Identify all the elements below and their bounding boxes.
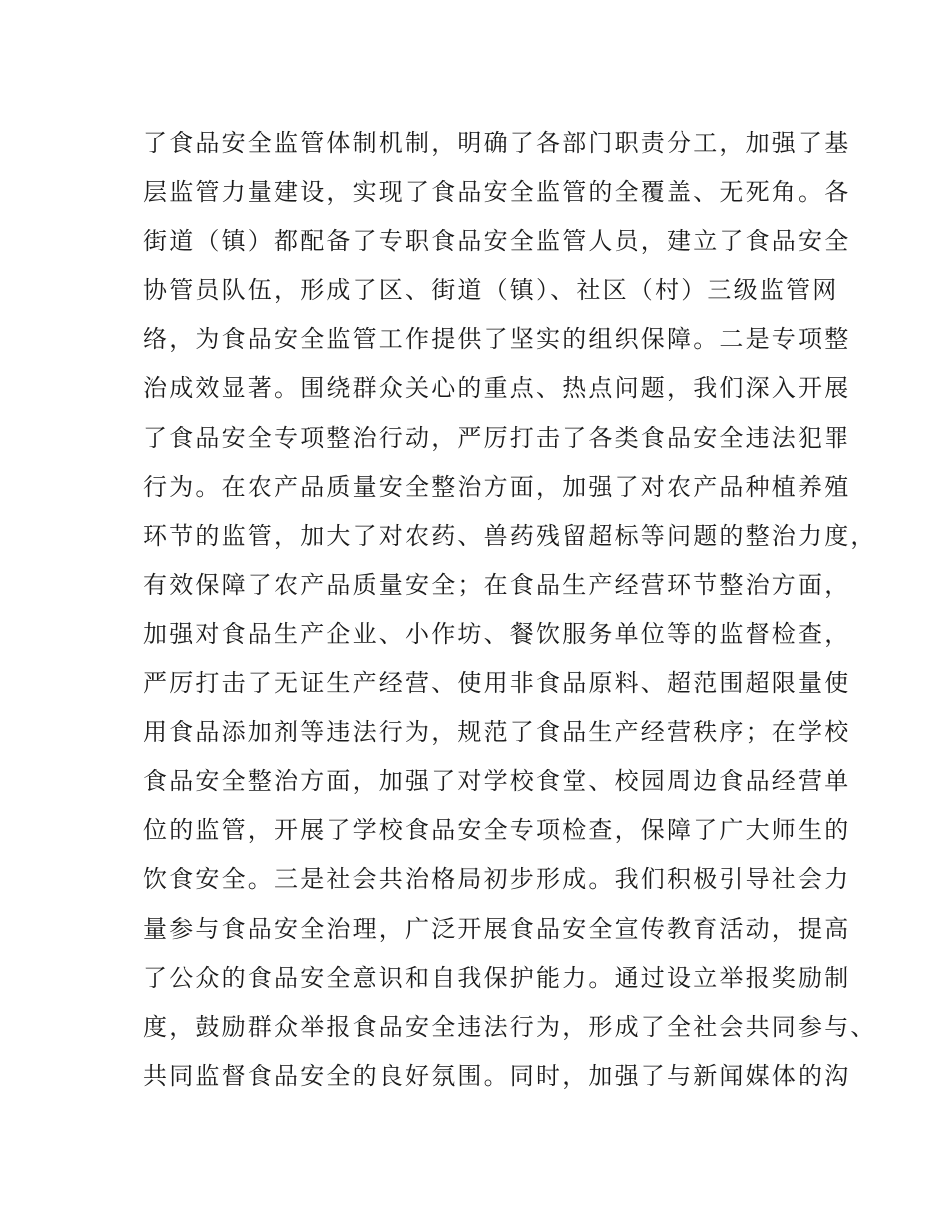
text-line: 环节的监管，加大了对农药、兽药残留超标等问题的整治力度，	[143, 521, 877, 550]
body-text	[143, 119, 877, 1101]
text-line: 了食品安全专项整治行动，严厉打击了各类食品安全违法犯罪	[143, 423, 851, 452]
text-line: 街道（镇）都配备了专职食品安全监管人员，建立了食品安全	[143, 227, 851, 256]
text-line: 了公众的食品安全意识和自我保护能力。通过设立举报奖励制	[143, 963, 851, 992]
text-line: 行为。在农产品质量安全整治方面，加强了对农产品种植养殖	[143, 472, 851, 501]
text-line: 了食品安全监管体制机制，明确了各部门职责分工，加强了基	[143, 129, 851, 157]
text-line: 层监管力量建设，实现了食品安全监管的全覆盖、无死角。各	[143, 178, 851, 207]
text-line: 协管员队伍，形成了区、街道（镇）、社区（村）三级监管网	[143, 276, 839, 305]
text-line: 有效保障了农产品质量安全；在食品生产经营环节整治方面，	[143, 570, 851, 599]
text-line: 饮食安全。三是社会共治格局初步形成。我们积极引导社会力	[143, 865, 851, 894]
text-line: 位的监管，开展了学校食品安全专项检查，保障了广大师生的	[143, 816, 851, 845]
text-line: 加强对食品生产企业、小作坊、餐饮服务单位等的监督检查，	[143, 619, 851, 648]
text-line: 食品安全整治方面，加强了对学校食堂、校园周边食品经营单	[143, 767, 851, 796]
text-line: 治成效显著。围绕群众关心的重点、热点问题，我们深入开展	[143, 374, 851, 403]
text-line: 度，鼓励群众举报食品安全违法行为，形成了全社会共同参与、	[143, 1012, 877, 1041]
text-line: 共同监督食品安全的良好氛围。同时，加强了与新闻媒体的沟	[143, 1061, 851, 1090]
text-line: 量参与食品安全治理，广泛开展食品安全宣传教育活动，提高	[143, 914, 851, 943]
text-line: 严厉打击了无证生产经营、使用非食品原料、超范围超限量使	[143, 669, 851, 698]
text-line: 络，为食品安全监管工作提供了坚实的组织保障。二是专项整	[143, 325, 851, 354]
text-line: 用食品添加剂等违法行为，规范了食品生产经营秩序；在学校	[143, 718, 851, 747]
